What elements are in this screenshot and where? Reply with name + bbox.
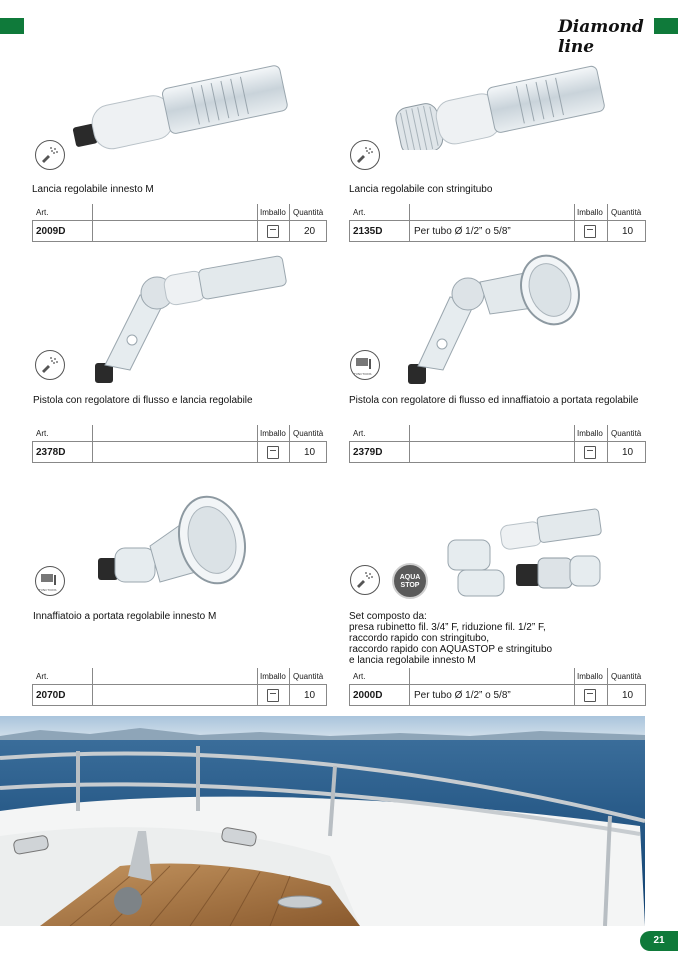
aquastop-line1: AQUA [399,574,421,581]
quantita-header: Quantità [611,208,642,217]
product-quantity: 20 [304,226,316,237]
product-caption: Lancia regolabile innesto M [32,184,154,195]
imballo-header: Imballo [577,208,603,217]
product-table [349,204,646,242]
product-code: 2379D [353,447,383,458]
product-quantity: 10 [304,690,316,701]
caption-line: Set composto da: [349,611,427,622]
quantita-header: Quantità [611,672,642,681]
art-header: Art. [36,429,49,438]
product-code: 2000D [353,690,383,701]
shower-function-icon [350,350,380,380]
package-icon [267,225,279,238]
product-quantity: 10 [622,690,634,701]
caption-line: presa rubinetto fil. 3/4” F, riduzione fil. 1/2” F, [349,622,546,633]
product-caption: Innaffiatoio a portata regolabile innesto M [33,611,217,622]
product-table [349,668,646,706]
product-table [349,425,646,463]
product-image-sprinkler-head [90,488,260,598]
art-header: Art. [36,672,49,681]
package-icon [267,689,279,702]
product-image-spray-lance [60,50,300,150]
quantita-header: Quantità [293,208,324,217]
art-header: Art. [36,208,49,217]
aquastop-line2: STOP [400,582,420,589]
series-title: Diamond line [558,17,644,57]
imballo-header: Imballo [260,429,286,438]
top-left-green-bar [0,18,24,34]
art-header: Art. [353,429,366,438]
package-icon [584,689,596,702]
art-header: Art. [353,672,366,681]
function-icon-label: FUNCTIONS [354,372,372,376]
boat-deck-photo [0,716,645,926]
product-description: Per tubo Ø 1/2” o 5/8” [414,690,511,701]
imballo-header: Imballo [577,429,603,438]
product-image-flow-pistol-lance [85,255,295,390]
aquastop-badge [392,563,428,599]
art-header: Art. [353,208,366,217]
imballo-header: Imballo [577,672,603,681]
spray-nozzle-icon [350,140,380,170]
product-caption: Pistola con regolatore di flusso ed innaffiatoio a portata regolabile [349,395,639,406]
product-quantity: 10 [622,226,634,237]
page-number: 21 [640,931,678,951]
product-code: 2070D [36,690,66,701]
imballo-header: Imballo [260,672,286,681]
quantita-header: Quantità [293,429,324,438]
product-image-spray-lance-clamp [385,50,615,150]
package-icon [267,446,279,459]
product-description: Per tubo Ø 1/2” o 5/8” [414,226,511,237]
spray-nozzle-icon [350,565,380,595]
caption-line: e lancia regolabile innesto M [349,655,476,666]
spray-nozzle-icon [35,140,65,170]
product-code: 2378D [36,447,66,458]
imballo-header: Imballo [260,208,286,217]
product-quantity: 10 [304,447,316,458]
product-image-flow-pistol-sprinkler [400,252,585,390]
product-caption-set [349,611,552,666]
function-icon-label: FUNCTIONS [39,588,57,592]
package-icon [584,225,596,238]
quantita-header: Quantità [293,672,324,681]
top-right-green-bar [654,18,678,34]
product-table [32,425,327,463]
product-caption: Pistola con regolatore di flusso e lancia regolabile [33,395,253,406]
quantita-header: Quantità [611,429,642,438]
product-code: 2135D [353,226,383,237]
package-icon [584,446,596,459]
product-table [32,668,327,706]
product-code: 2009D [36,226,66,237]
product-image-fitting-set [440,500,610,600]
shower-function-icon [35,566,65,596]
product-quantity: 10 [622,447,634,458]
spray-nozzle-icon [35,350,65,380]
caption-line: raccordo rapido con AQUASTOP e stringitubo [349,644,553,655]
product-table [32,204,327,242]
product-caption: Lancia regolabile con stringitubo [349,184,493,195]
caption-line: raccordo rapido con stringitubo, [349,633,490,644]
